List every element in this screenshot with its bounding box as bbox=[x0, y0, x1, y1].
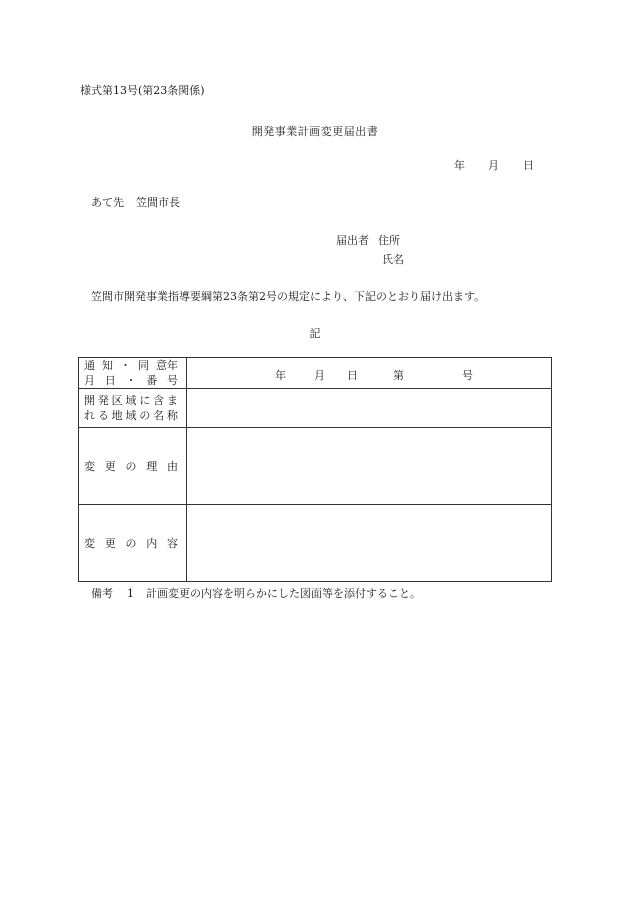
change-content-value[interactable] bbox=[187, 505, 552, 582]
value-dai-label: 第 bbox=[393, 368, 404, 382]
value-month-label: 月 bbox=[314, 368, 325, 382]
notice-date-number-value[interactable] bbox=[187, 358, 552, 389]
table-row bbox=[79, 389, 552, 428]
value-year-label: 年 bbox=[275, 368, 286, 382]
form-number: 様式第13号(第23条関係) bbox=[80, 84, 205, 97]
included-area-names-value[interactable] bbox=[187, 389, 552, 428]
change-reason-label bbox=[79, 428, 187, 505]
applicant-address-label: 住所 bbox=[378, 234, 400, 247]
addressee-name: 笠間市長 bbox=[136, 196, 180, 209]
date-year-label: 年 bbox=[454, 159, 465, 172]
label-line: 月 日 ・ 番 号 bbox=[84, 374, 178, 387]
details-table bbox=[78, 357, 552, 582]
label-line: 変 更 の 内 容 bbox=[84, 536, 178, 550]
date-line bbox=[454, 157, 534, 173]
addressee bbox=[91, 194, 180, 210]
table-row bbox=[79, 428, 552, 505]
change-content-label bbox=[79, 505, 187, 582]
included-area-names-label bbox=[79, 389, 187, 428]
table-row bbox=[79, 358, 552, 389]
remarks-label: 備考 bbox=[91, 587, 113, 600]
value-go-label: 号 bbox=[462, 368, 473, 382]
label-line: 通 知 ・ 同 意年 bbox=[84, 359, 178, 372]
table-row bbox=[79, 505, 552, 582]
date-day-label: 日 bbox=[523, 159, 534, 172]
remarks-number: 1 bbox=[127, 587, 134, 600]
remarks bbox=[91, 585, 421, 601]
applicant-address-line bbox=[336, 232, 400, 248]
applicant-name-label: 氏名 bbox=[382, 253, 404, 266]
label-line: 開 発 区 域 に 含 ま bbox=[84, 394, 178, 407]
change-reason-value[interactable] bbox=[187, 428, 552, 505]
body-text: 笠間市開発事業指導要綱第23条第2号の規定により、下記のとおり届け出ます。 bbox=[91, 290, 486, 303]
ki-heading: 記 bbox=[309, 327, 321, 340]
date-month-label: 月 bbox=[488, 159, 499, 172]
addressee-label: あて先 bbox=[91, 196, 124, 209]
notice-date-number-label bbox=[79, 358, 187, 389]
document-title: 開発事業計画変更届出書 bbox=[251, 125, 379, 138]
remarks-text: 計画変更の内容を明らかにした図面等を添付すること。 bbox=[146, 587, 421, 600]
applicant-label: 届出者 bbox=[336, 234, 369, 247]
label-line: 変 更 の 理 由 bbox=[84, 459, 178, 473]
label-line: れ る 地 域 の 名 称 bbox=[84, 409, 178, 422]
value-day-label: 日 bbox=[347, 368, 358, 382]
